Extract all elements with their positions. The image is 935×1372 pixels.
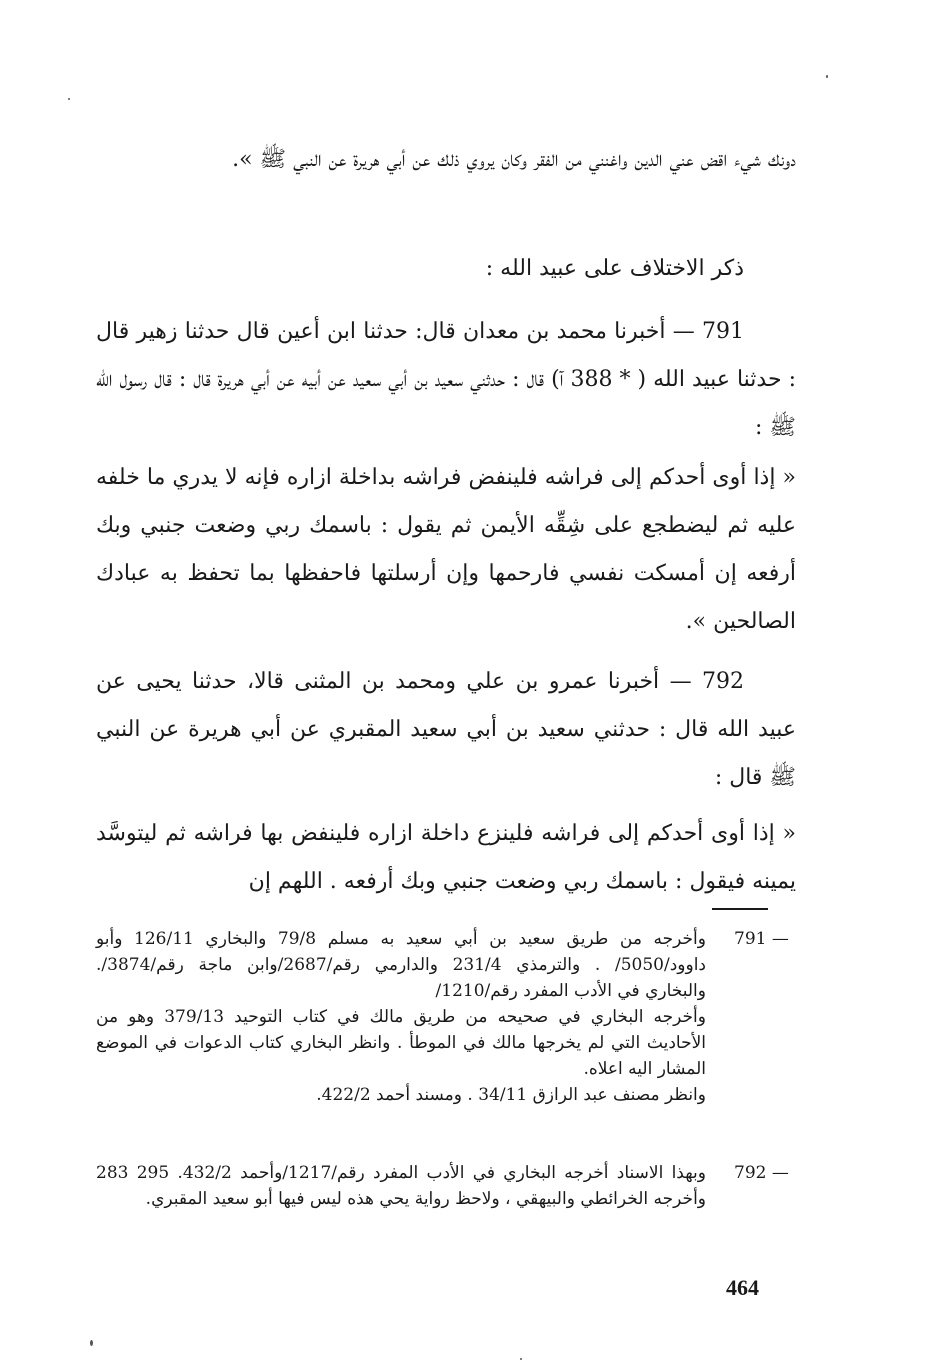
scan-speck	[68, 98, 70, 100]
hadith-792-isnad	[96, 658, 796, 802]
footnote-separator	[712, 908, 768, 910]
footnote-line: وانظر مصنف عبد الرازق 34/11 . ومسند أحمد 422/2.	[316, 1085, 706, 1105]
scan-speck	[520, 1358, 522, 1360]
hadith-792-matn: « إذا أوى أحدكم إلى فراشه فلينزع داخلة ازاره فلينفض بها فراشه ثم ليتوسَّد يمينه فيقول : باسمك ربي وضعت جنبي وبك أرفعه . اللهم إن	[96, 821, 796, 894]
isnad-text: — أخبرنا عمرو بن علي ومحمد بن المثنى قالا، حدثنا يحيى عن عبيد الله قال : حدثني سعيد بن أبي سعيد المقبري عن أبي هريرة عن النبي ﷺ قال :	[96, 669, 796, 790]
paragraph-continuation: دونك شيء اقض عني الدين واغنني من الفقر وكان يروي ذلك عن أبي هريرة عن النبي ﷺ ».	[232, 147, 796, 172]
footnote-line: وبهذا الاسناد أخرجه البخاري في الأدب المفرد رقم/1217/وأحمد 432/2. 295 283 وأخرجه الخرائطي والبيهقي ، ولاحظ رواية يحي هذه ليس فيها أبو سعيد المقبري.	[96, 1163, 706, 1209]
hadith-791-isnad	[96, 308, 796, 452]
section-heading: ذكر الاختلاف على عبيد الله :	[485, 256, 744, 281]
scan-speck	[90, 1340, 93, 1346]
footnote-line: وأخرجه البخاري في صحيحه من طريق مالك في كتاب التوحيد 379/13 وهو من الأحاديث التي لم يخرجها مالك في الموطأ . وانظر البخاري كتاب الدعوات في الموضع المشار اليه اعلاه.	[96, 1007, 706, 1079]
footnote-792	[96, 1160, 796, 1212]
scan-speck	[826, 75, 828, 78]
hadith-791-matn: « إذا أوى أحدكم إلى فراشه فلينفض فراشه بداخلة ازاره فإنه لا يدري ما خلفه عليه ثم ليضطجع على شِقِّه الأيمن ثم يقول : باسمك ربي وضعت جنبي وبك أرفعه إن أمسكت نفسي فارحمها وإن أرسلتها فاحفظها بما تحفظ به عبادك الصالحين ».	[96, 465, 796, 634]
footnote-text	[96, 1160, 706, 1212]
footnote-791	[96, 926, 796, 1108]
hadith-number: 791	[702, 319, 744, 344]
footnote-line: وأخرجه من طريق سعيد بن أبي سعيد به مسلم 79/8 والبخاري 126/11 وأبو داوود/5050/ . والترمذي 231/4 والدارمي رقم/2687/وابن ماجة رقم/3874/. والبخاري في الأدب المفرد رقم/1210/	[96, 929, 706, 1001]
footnote-number: 792 —	[734, 1163, 789, 1183]
footnote-number: 791 —	[734, 929, 789, 949]
hadith-number: 792	[702, 669, 744, 694]
isnad-text: — أخبرنا محمد بن معدان قال: حدثنا ابن أعين قال حدثنا زهير قال : حدثنا عبيد الله ( * 388 آ) قال : حدثني سعيد بن أبي سعيد عن أبيه عن أبي هريرة قال : قال رسول الله ﷺ :	[96, 319, 796, 440]
footnote-text	[96, 926, 706, 1108]
page-number: 464	[726, 1275, 759, 1300]
